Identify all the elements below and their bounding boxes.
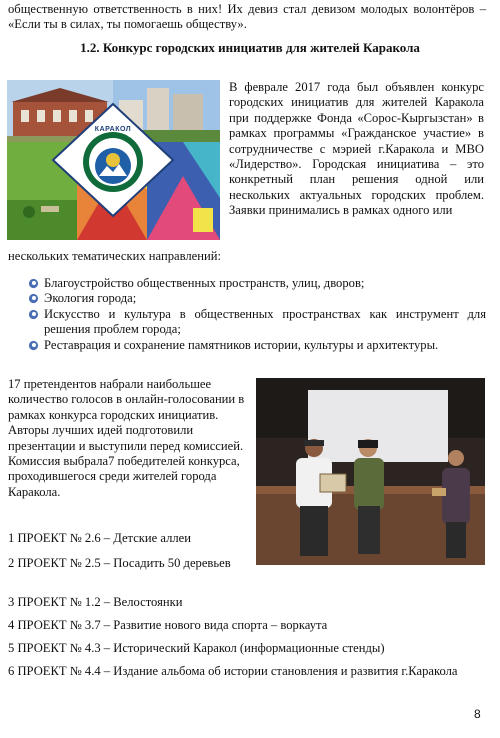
project-item: 5 ПРОЕКТ № 4.3 – Исторический Каракол (информационные стенды) [8, 641, 385, 655]
swirl-bullet-icon [28, 278, 39, 289]
page-number: 8 [474, 707, 481, 721]
list-item [28, 276, 486, 291]
project-item: 2 ПРОЕКТ № 2.5 – Посадить 50 деревьев [8, 556, 231, 570]
paragraph-contest: В феврале 2017 года был объявлен конкурс городских инициатив для жителей Каракола при поддержке Фонда «Сорос-Кыргызстан» в рамках программы «Гражданское участие» в сотрудничестве с мэрией г.Каракола и МВО «Лидерство». Городская инициатива – это конкретный план решения одной или нескольких актуальных городских проблем. Заявки принимались в рамках одного или [229, 80, 484, 218]
list-item-text: Экология города; [44, 291, 137, 306]
section-heading: 1.2. Конкурс городских инициатив для жителей Каракола [80, 40, 420, 55]
collage-graphic [7, 80, 220, 240]
award-ceremony-photo [256, 378, 485, 565]
list-item-text: Реставрация и сохранение памятников истории, культуры и архитектуры. [44, 337, 439, 352]
project-item: 1 ПРОЕКТ № 2.6 – Детские аллеи [8, 531, 192, 545]
project-item: 6 ПРОЕКТ № 4.4 – Издание альбома об истории становления и развития г.Каракола [8, 664, 458, 678]
swirl-bullet-icon [28, 293, 39, 304]
project-item: 3 ПРОЕКТ № 1.2 – Велостоянки [8, 595, 183, 609]
list-item-text: Благоустройство общественных пространств, улиц, дворов; [44, 276, 365, 290]
list-item [28, 291, 486, 306]
swirl-bullet-icon [28, 340, 39, 351]
paragraph-contest-continued: нескольких тематических направлений: [8, 249, 221, 263]
paragraph-winners: 17 претендентов набрали наибольшее количество голосов в онлайн-голосовании в рамках конкурса городских инициатив. Авторы лучших идей подготовили презентации и выступили перед комиссией. Комиссия выбрала7 победителей конкурса, проходившегося среди жителей города Каракола. [8, 377, 245, 499]
intro-paragraph: общественную ответственность в них! Их девиз стал девизом молодых волонтёров – «Если ты в силах, ты помогаешь обществу». [8, 2, 486, 32]
list-item [28, 307, 486, 338]
city-collage-image [7, 80, 220, 240]
topic-list [28, 276, 486, 353]
swirl-bullet-icon [28, 309, 39, 320]
emblem-logo-text: КАРАКОЛ [94, 126, 132, 133]
ceremony-graphic [256, 378, 485, 565]
project-item: 4 ПРОЕКТ № 3.7 – Развитие нового вида спорта – воркаута [8, 618, 328, 632]
list-item [28, 338, 486, 353]
list-item-text: Искусство и культура в общественных пространствах как инструмент для решения проблем города; [44, 306, 486, 337]
